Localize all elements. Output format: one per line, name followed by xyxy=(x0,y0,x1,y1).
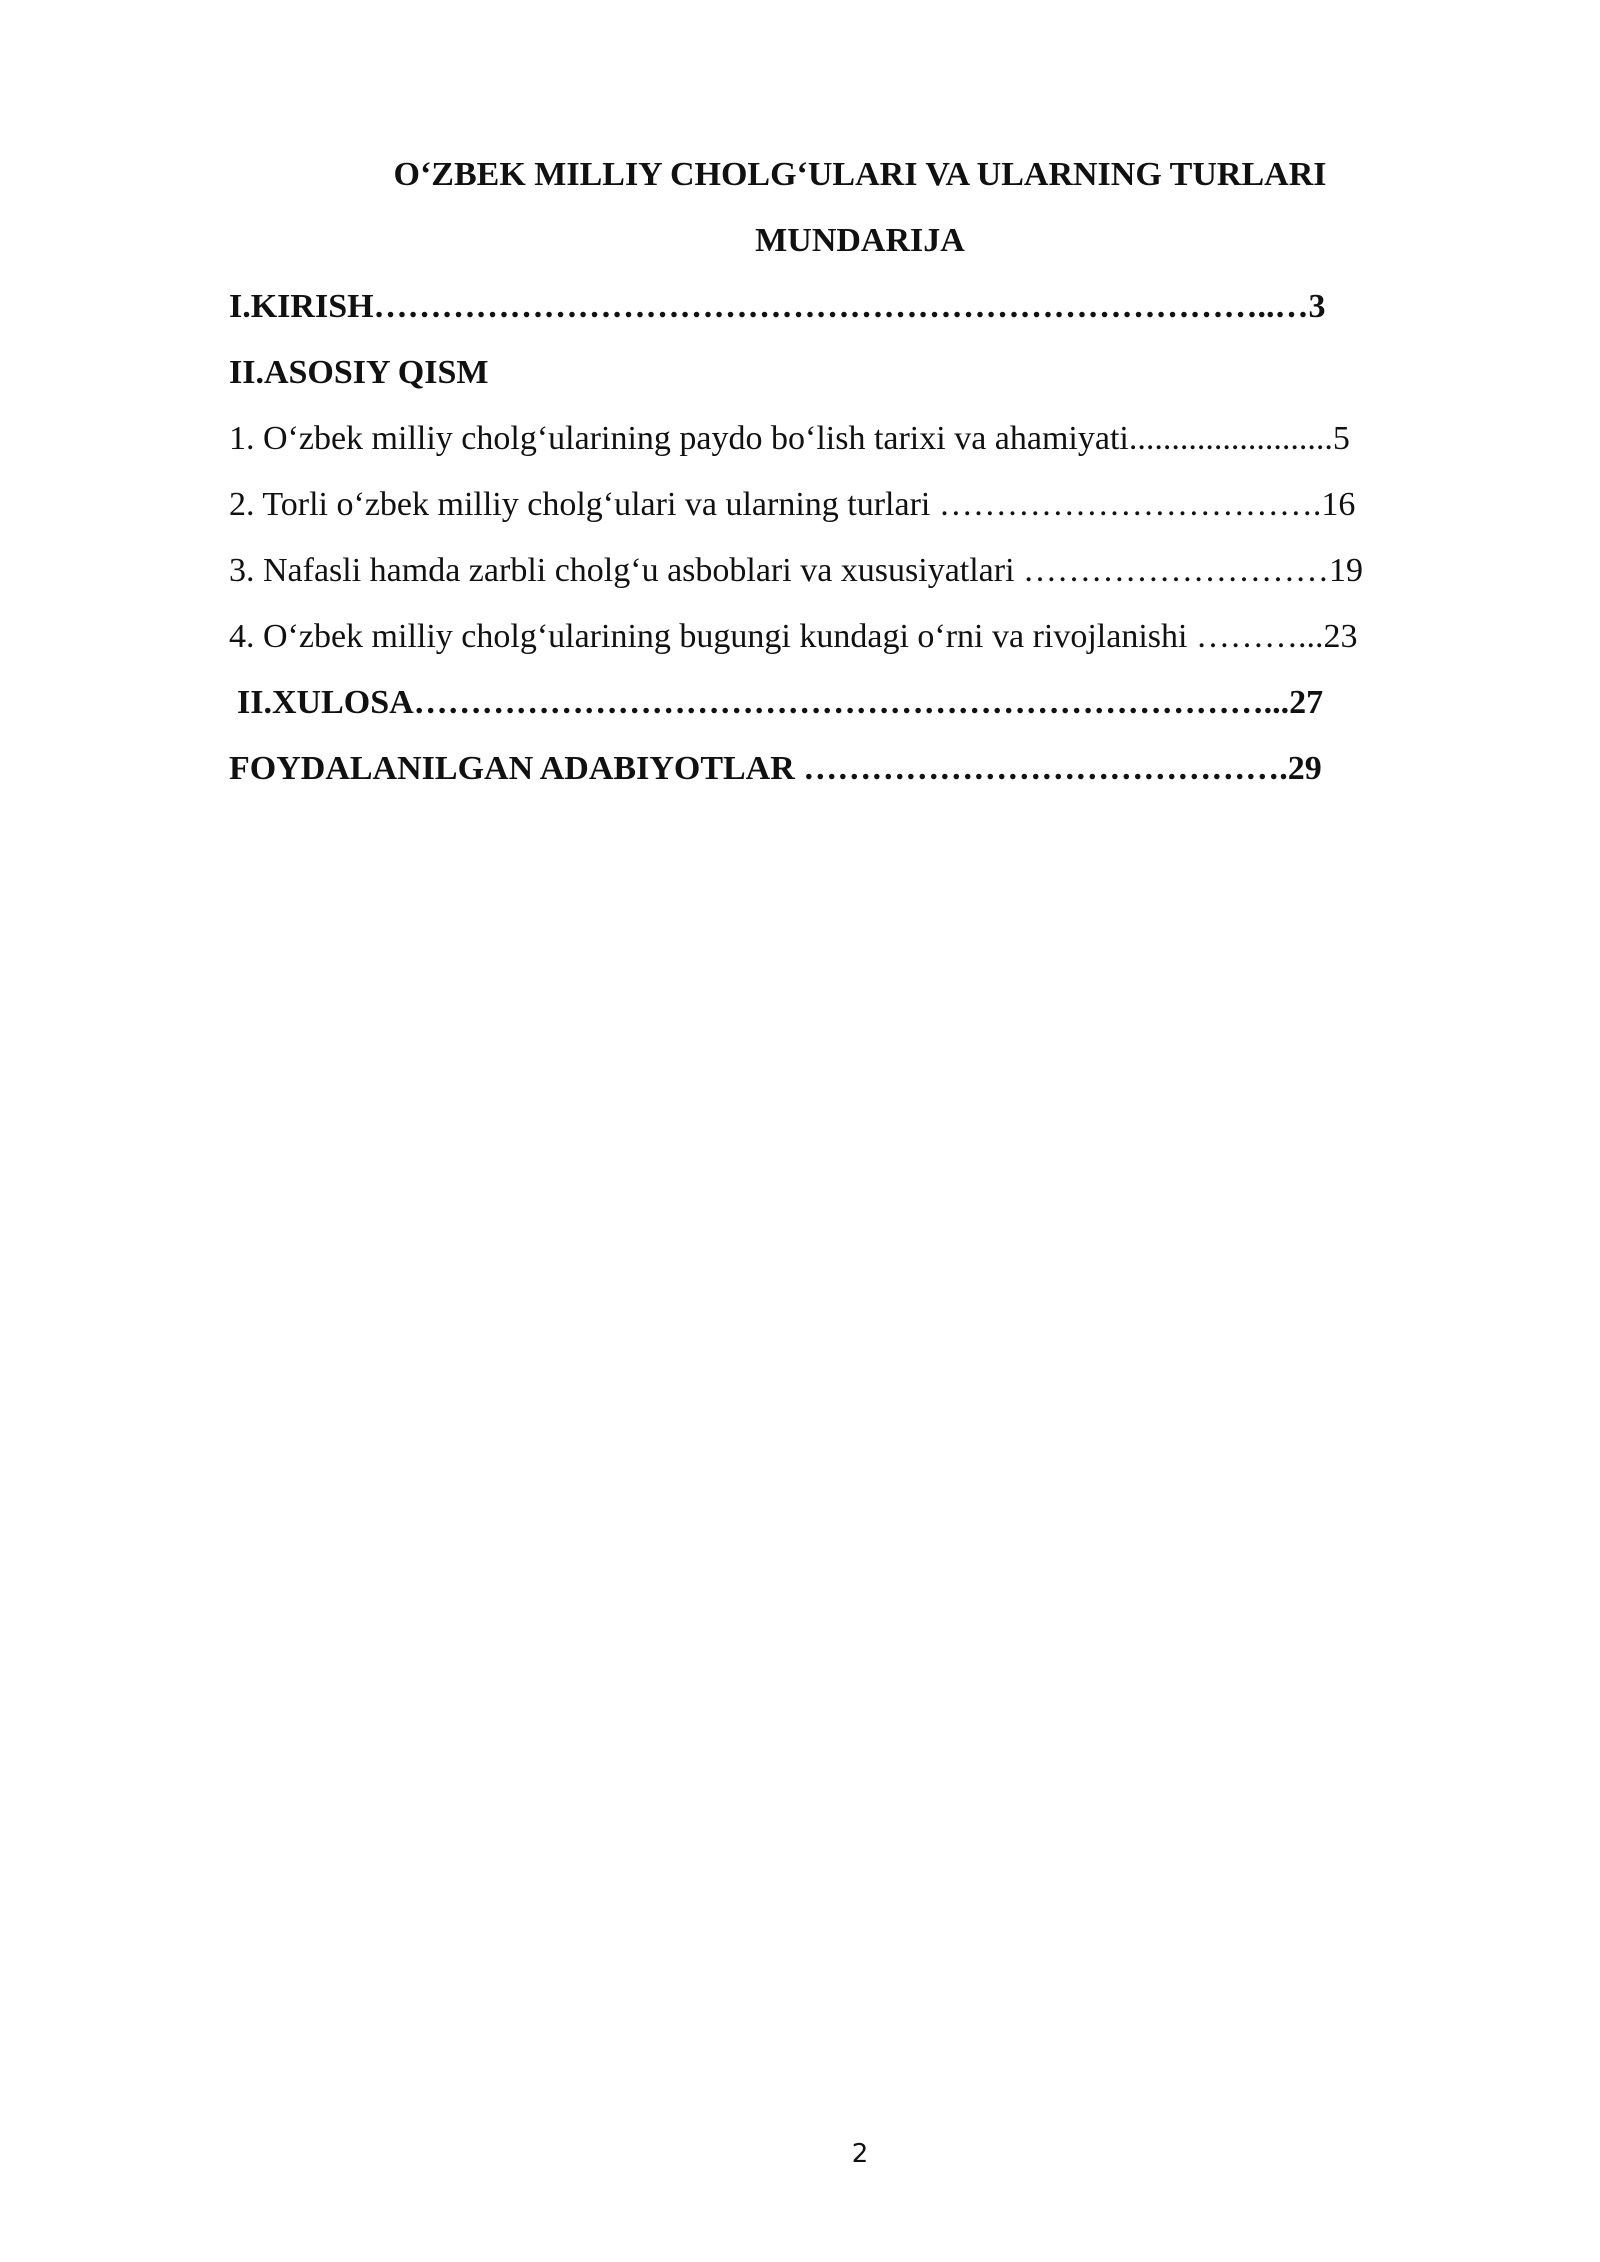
toc-entry-4: 4. O‘zbek milliy cholg‘ularining bugungi kundagi o‘rni va rivojlanishi ………...23 xyxy=(229,618,1358,655)
toc-entry-1: 1. O‘zbek milliy cholg‘ularining paydo bo‘lish tarixi va ahamiyati........................5 xyxy=(229,420,1350,457)
table-of-contents xyxy=(229,287,1529,815)
toc-entry-xulosa: II.XULOSA…………………………………………………………………...27 xyxy=(237,684,1324,721)
document-title: O‘ZBEK MILLIY CHOLG‘ULARI VA ULARNING TURLARI xyxy=(393,156,1327,193)
toc-entry-3: 3. Nafasli hamda zarbli cholg‘u asboblari va xususiyatlari ………………………19 xyxy=(229,552,1364,589)
toc-heading: MUNDARIJA xyxy=(755,222,965,259)
toc-entry-asosiy-qism: II.ASOSIY QISM xyxy=(229,354,489,391)
page-number: 2 xyxy=(851,2139,869,2169)
toc-entry-2: 2. Torli o‘zbek milliy cholg‘ulari va ularning turlari …………………………….16 xyxy=(229,486,1356,523)
toc-entry-adabiyotlar: FOYDALANILGAN ADABIYOTLAR …………………………………….29 xyxy=(229,750,1322,787)
toc-entry-kirish: I.KIRISH……………………………………………………………………..…3 xyxy=(229,288,1326,325)
